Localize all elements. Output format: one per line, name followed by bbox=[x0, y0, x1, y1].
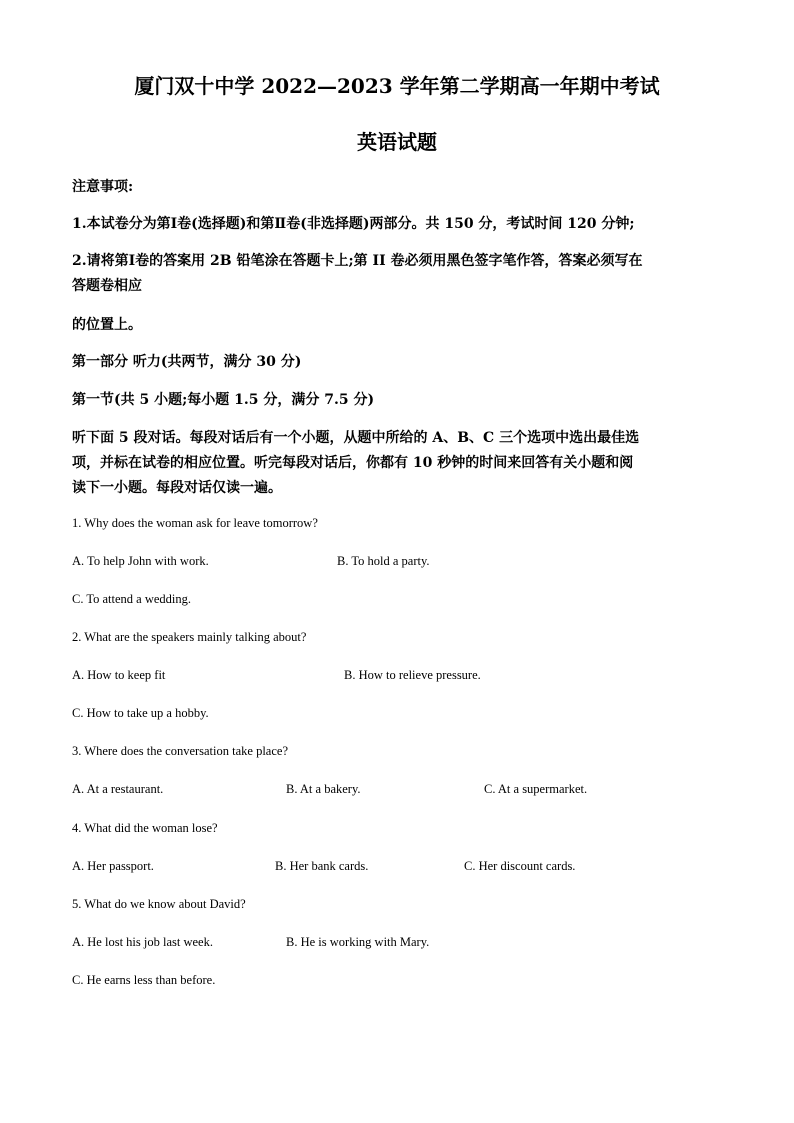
exam-subtitle: 英语试题 bbox=[357, 130, 437, 154]
question-1-option-c: C. To attend a wedding. bbox=[72, 592, 192, 606]
section1-heading: 第一节(共 5 小题;每小题 1.5 分，满分 7.5 分) bbox=[72, 392, 375, 408]
note-2-line-1: 2.请将第Ⅰ卷的答案用 2B 铅笔涂在答题卡上;第 II 卷必须用黑色签字笔作答，答案必须写在 bbox=[72, 253, 643, 269]
question-5-option-c: C. He earns less than before. bbox=[72, 973, 216, 987]
question-1-option-a: A. To help John with work. bbox=[72, 554, 209, 568]
question-3-option-a: A. At a restaurant. bbox=[72, 782, 164, 796]
instructions-line-2: 项，并标在试卷的相应位置。听完每段对话后，你都有 10 秒钟的时间来回答有关小题和阅 bbox=[72, 455, 634, 471]
question-3-stem: 3. Where does the conversation take place? bbox=[72, 744, 288, 758]
question-4-option-a: A. Her passport. bbox=[72, 859, 154, 873]
question-2-option-b: B. How to relieve pressure. bbox=[344, 668, 481, 682]
notes-heading: 注意事项: bbox=[72, 179, 134, 195]
question-3-option-c: C. At a supermarket. bbox=[484, 782, 588, 796]
question-3-option-b: B. At a bakery. bbox=[286, 782, 361, 796]
question-1-option-b: B. To hold a party. bbox=[337, 554, 430, 568]
note-1: 1.本试卷分为第Ⅰ卷(选择题)和第Ⅱ卷(非选择题)两部分。共 150 分，考试时间 120 分钟; bbox=[72, 216, 635, 232]
question-5-option-b: B. He is working with Mary. bbox=[286, 935, 430, 949]
instructions-line-1: 听下面 5 段对话。每段对话后有一个小题，从题中所给的 A、B、C 三个选项中选出最佳选 bbox=[72, 430, 640, 446]
question-5-option-a: A. He lost his job last week. bbox=[72, 935, 213, 949]
question-2-option-c: C. How to take up a hobby. bbox=[72, 706, 209, 720]
question-4-option-c: C. Her discount cards. bbox=[464, 859, 576, 873]
note-2-line-3: 的位置上。 bbox=[72, 317, 142, 333]
note-2-line-2: 答题卷相应 bbox=[72, 278, 142, 294]
part1-heading: 第一部分 听力(共两节，满分 30 分) bbox=[72, 354, 302, 370]
instructions-line-3: 读下一小题。每段对话仅读一遍。 bbox=[72, 480, 282, 496]
question-2-option-a: A. How to keep fit bbox=[72, 668, 166, 682]
question-4-option-b: B. Her bank cards. bbox=[275, 859, 369, 873]
exam-title: 厦门双十中学 2022—2023 学年第二学期高一年期中考试 bbox=[134, 74, 660, 98]
question-4-stem: 4. What did the woman lose? bbox=[72, 821, 218, 835]
question-1-stem: 1. Why does the woman ask for leave tomorrow? bbox=[72, 516, 318, 530]
question-5-stem: 5. What do we know about David? bbox=[72, 897, 246, 911]
question-2-stem: 2. What are the speakers mainly talking about? bbox=[72, 630, 307, 644]
